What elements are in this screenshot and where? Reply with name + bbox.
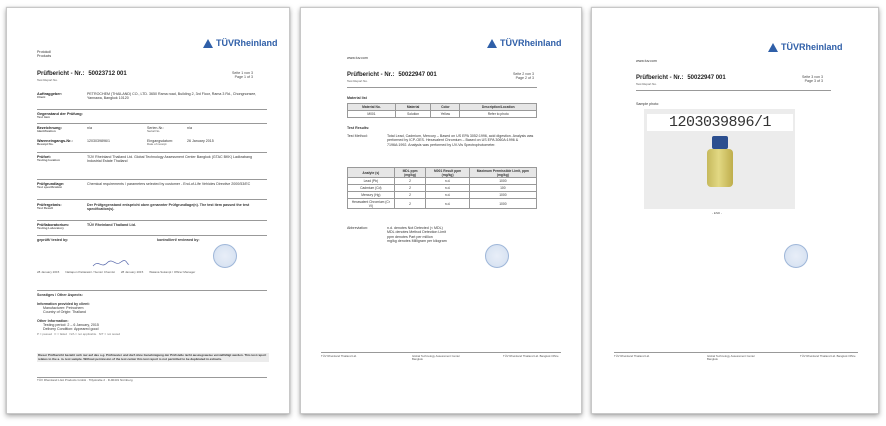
signature	[91, 258, 131, 270]
page2-header-small: www.tuv.com	[347, 56, 368, 60]
report-label-en: Test Report No.	[37, 78, 58, 82]
bottle-cap	[712, 136, 728, 149]
tuv-seal-stamp	[213, 244, 237, 268]
client-info-lines: Manufacturer: Petrochem Country of Origin: Thailand	[43, 306, 86, 315]
client-info-title: Information provided by client:	[37, 302, 90, 306]
field-test-result: Prüfergebnis: Test Result Der Prüfgegenstand entspricht oben genannter Prüfgrundlage(n). The test item passed the test specification(s).	[37, 203, 250, 211]
material-list-title: Material list	[347, 96, 367, 100]
reviewed-by-label: kontrolliert/ reviewed by:	[157, 238, 200, 242]
page3-footer: TÜV Rheinland Thailand Ltd. Global Technology Assessment Center Bangkok TÜV Rheinland Thailand Ltd. Bangkok Office	[614, 354, 856, 362]
divider	[321, 352, 561, 353]
sample-photo-label: Sample photo:	[636, 102, 660, 106]
tuv-triangle-icon	[203, 39, 213, 48]
divider	[37, 152, 267, 153]
sample-bottle	[707, 149, 733, 187]
table-row: Cadmium (Cd) 2 n.d. 100	[348, 185, 537, 192]
field-identification: Bezeichnung: Identification n/a Serien-Nr.: Serial No. n/a	[37, 126, 192, 133]
tuv-triangle-icon	[768, 43, 778, 52]
abbreviations: Abbreviation: n.d. denotes Not Detected (< MDL) MDL denotes Method Detection Limit ppm denotes Part per million mg/kg denotes Milligram per kilogram	[347, 226, 447, 244]
other-info-lines: Testing period: 2 – 6 January, 2015 Delivery Condition: Appeared good	[43, 323, 99, 332]
table-header-row: Analyte (s) MDL ppm (mg/kg) M001 Result ppm (mg/kg) Maximum Permissible Limit, ppm (mg/kg)	[348, 168, 537, 178]
signature-row: 28 January 2015 Nattapon Pattarasiri / Senior Chemist 28 January 2015 Watana Sukanpt / Officer Manager	[37, 270, 196, 274]
disclaimer: Dieser Prüfbericht bezieht sich nur auf das o.g. Prüfmuster und darf ohne Genehmigung der Prüfstelle nicht auszugsweise vervielfältigt werden. This test report relates to the a. m. test sample. Without permission of the test center this test report is not permitted to be duplicated in extracts.	[37, 353, 269, 362]
page3-header-small: www.tuv.com	[636, 59, 657, 63]
divider	[37, 199, 267, 200]
divider	[37, 290, 267, 291]
material-table	[347, 103, 537, 118]
end-marker: - END -	[712, 211, 722, 215]
report-page-2[interactable]	[300, 7, 582, 414]
divider	[37, 123, 267, 124]
divider	[614, 352, 858, 353]
tuv-triangle-icon	[487, 39, 497, 48]
page1-report-number: Prüfbericht - Nr.: 50023712 001	[37, 71, 127, 77]
page1-sheet-label: Seite 1 von 3 Page 1 of 3	[232, 71, 253, 79]
divider	[347, 87, 537, 88]
field-test-item: Gegenstand der Prüfung: Test item	[37, 112, 83, 119]
tuv-logo: TÜVRheinland	[768, 42, 843, 52]
report-page-3[interactable]	[591, 7, 879, 414]
field-client: Auftraggeber: Client PETROCHEM (THAILAND) CO., LTD. 3650 Rama road, Building 2, 3rd Floor, Rama 3 Rd., Chongnonsee, Yannawa, Bangkok 10120	[37, 92, 257, 100]
page3-sheet-label: Seite 3 von 3 Page 3 of 3	[802, 75, 823, 83]
page2-sheet-label: Seite 2 von 3 Page 2 of 3	[513, 72, 534, 80]
divider	[37, 220, 267, 221]
tested-by-label: geprüft/ tested by:	[37, 238, 69, 242]
divider	[37, 235, 267, 236]
divider	[636, 90, 831, 91]
test-method: Test Method: Total Lead, Cadmium, Mercury – Based on US EPA 3052:1996, acid digestion. Analysis was performed by ICP-OES. Hexavalent Chromium – Based on US EPA 3060A:1996 & 7196A:1992. Analysis was performed by UV-Vis Spectrophotometer.	[347, 134, 534, 147]
test-results-title: Test Results:	[347, 126, 370, 130]
report-label-en: Test Report No.	[347, 79, 368, 83]
legend-block: P = passed F = failed N/A = not applicable N/T = not tested	[37, 332, 121, 336]
sample-id-label: 1203039896/1	[647, 114, 793, 131]
page2-footer: TÜV Rheinland Thailand Ltd. Global Technology Assessment Center Bangkok TÜV Rheinland Thailand Ltd. Bangkok Office	[321, 354, 559, 362]
page1-header-small: Protokoll Products	[37, 50, 52, 59]
page3-report-number: Prüfbericht - Nr.: 50022947 001	[636, 75, 726, 81]
report-page-1[interactable]	[6, 7, 290, 414]
tuv-logo: TÜVRheinland	[487, 38, 562, 48]
results-table	[347, 167, 537, 209]
divider	[37, 179, 267, 180]
table-row: Mercury (Hg) 2 n.d. 1000	[348, 192, 537, 199]
table-row: Hexavalent Chromium (Cr VI) 2 n.d. 1000	[348, 199, 537, 209]
divider	[37, 109, 267, 110]
tuv-seal-stamp	[485, 244, 509, 268]
tuv-logo: TÜVRheinland	[203, 38, 278, 48]
other-aspects-title: Sonstiges / Other Aspects:	[37, 293, 83, 297]
report-label-en: Test Report No.	[636, 82, 657, 86]
table-row: Lead (Pb) 2 n.d. 1000	[348, 178, 537, 185]
field-receipt-no: Wareneingangs-Nr.: Receipt No. 1203039896/1 Eingangsdatum: Date of receipt 26 January 2015	[37, 139, 214, 146]
field-testing-laboratory: Prüflaboratorium: Testing Laboratory TÜV Rheinland Thailand Ltd.	[37, 223, 136, 230]
field-test-specification: Prüfgrundlage: Test specification Chemical requirements / parameters selected by customer - End-of-Life Vehicles Directive 2000/53/EC	[37, 182, 251, 189]
page2-report-number: Prüfbericht - Nr.: 50022947 001	[347, 72, 437, 78]
table-row: M001 Solution Yellow Refer to photo	[348, 111, 537, 118]
other-info-title: Other Information:	[37, 319, 69, 323]
field-testing-location: Prüfort: Testing location TÜV Rheinland Thailand Ltd. Global Technology Assessment Center Bangkok (GTAC BKK) Ladkrabang Industrial Estate Thailand	[37, 155, 253, 163]
sample-photo	[644, 109, 795, 209]
table-header-row: Material No. Material Color Description/Location	[348, 104, 537, 111]
page1-footer: TÜV Rheinland LGA Products GmbH · Tillystraße 2 · D-90431 Nürnberg	[37, 378, 133, 382]
tuv-seal-stamp	[784, 244, 808, 268]
